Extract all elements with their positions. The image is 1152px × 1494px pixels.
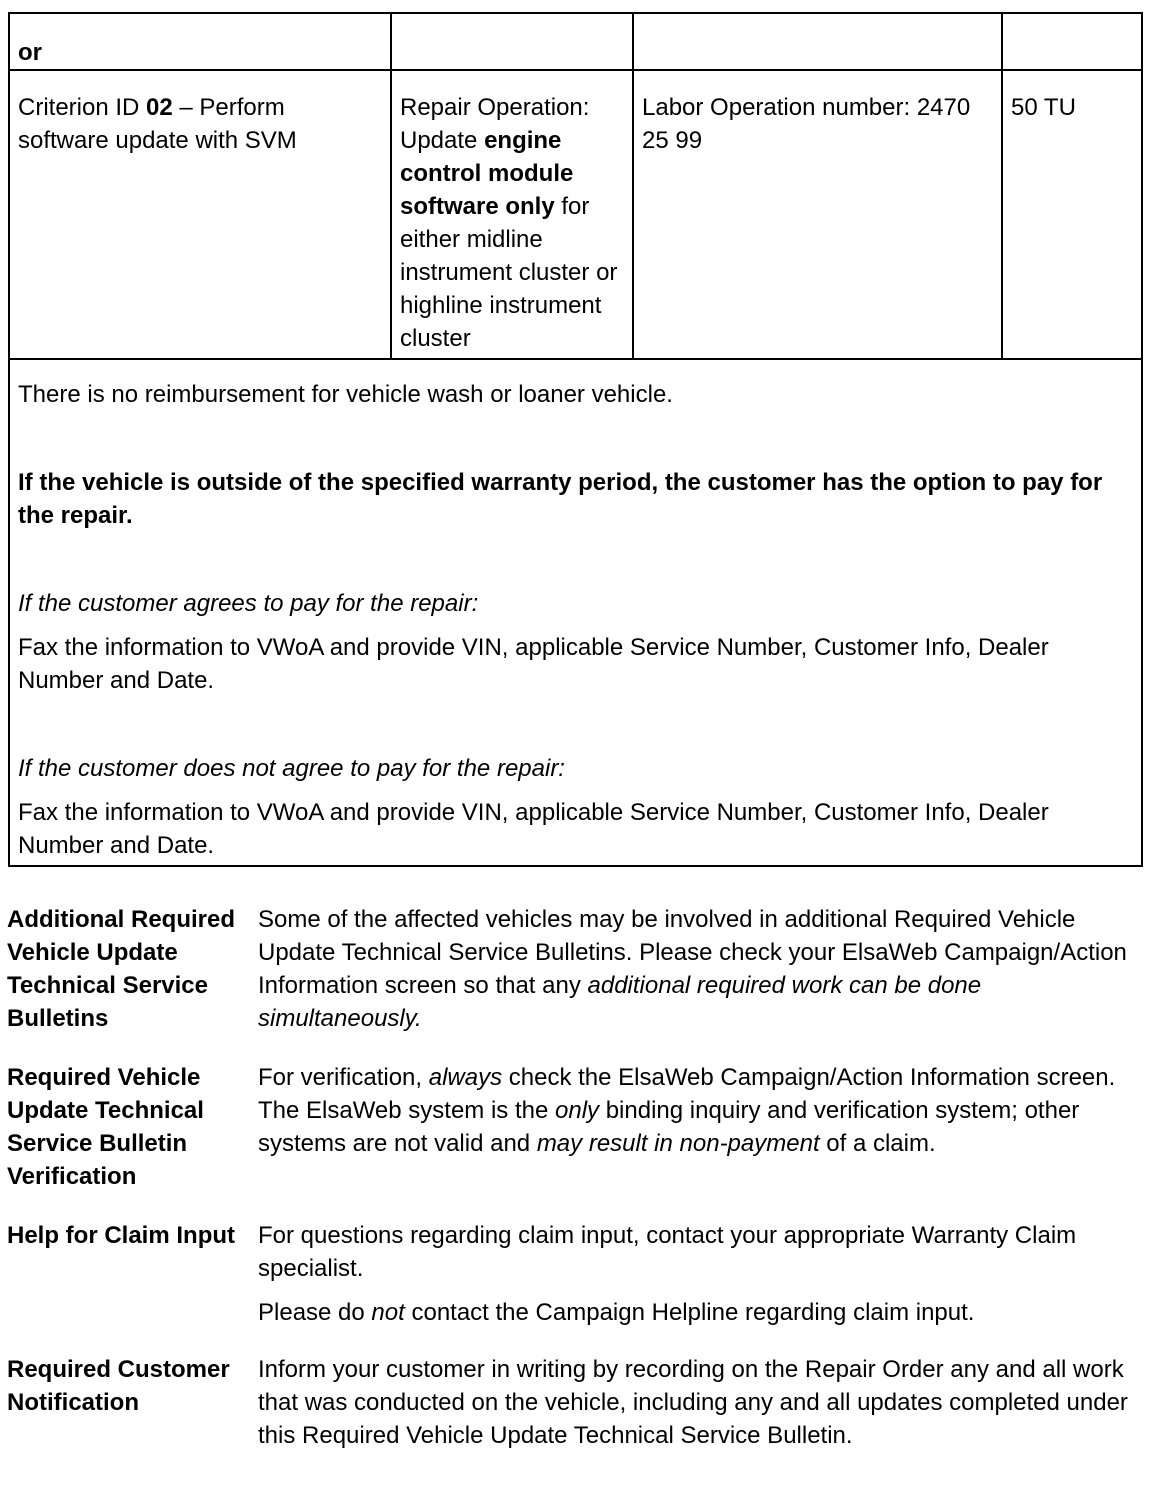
labor-operation-cell: Labor Operation number: 2470 25 99 bbox=[633, 70, 1002, 359]
empty-cell bbox=[633, 13, 1002, 70]
not-agree-heading: If the customer does not agree to pay for the repair: bbox=[18, 755, 565, 782]
not-agree-text: Fax the information to VWoA and provide VIN, applicable Service Number, Customer Info, Dealer Number and Date. bbox=[18, 799, 1049, 859]
section-body: For verification, always check the ElsaWeb Campaign/Action Information screen. The ElsaWeb system is the only binding inquiry and verification system; other systems are not valid and may result in non-payment of a claim. bbox=[258, 1064, 1116, 1157]
criterion-id: 02 bbox=[146, 94, 173, 121]
repair-operation-cell: Repair Operation: Update engine control module software only for either midline instrument cluster or highline instrument cluster bbox=[391, 70, 633, 359]
no-reimbursement-note: There is no reimbursement for vehicle wash or loaner vehicle. bbox=[18, 381, 673, 408]
empty-cell bbox=[391, 13, 633, 70]
section-body: Some of the affected vehicles may be involved in additional Required Vehicle Update Technical Service Bulletins. Please check your ElsaWeb Campaign/Action Information screen so that any additional required work can be done simultaneously. bbox=[258, 906, 1127, 1032]
section-label: Required Vehicle Update Technical Service Bulletin Verification bbox=[7, 1064, 204, 1190]
section-label: Help for Claim Input bbox=[7, 1222, 235, 1249]
table-row bbox=[9, 70, 1142, 359]
section-body: Inform your customer in writing by recording on the Repair Order any and all work that was conducted on the vehicle, including any and all updates completed under this Required Vehicle Update Technical Service Bulletin. bbox=[258, 1356, 1128, 1449]
section-body: For questions regarding claim input, contact your appropriate Warranty Claim specialist. Please do not contact the Campaign Helpline regarding claim input. bbox=[258, 1222, 1077, 1326]
time-units-cell: 50 TU bbox=[1002, 70, 1142, 359]
section-label: Required Customer Notification bbox=[7, 1356, 230, 1416]
outside-warranty-note: If the vehicle is outside of the specified warranty period, the customer has the option to pay for the repair. bbox=[18, 469, 1103, 529]
table-row bbox=[9, 13, 1142, 70]
labor-table bbox=[8, 12, 1143, 867]
agree-text: Fax the information to VWoA and provide VIN, applicable Service Number, Customer Info, Dealer Number and Date. bbox=[18, 634, 1049, 694]
section-label: Additional Required Vehicle Update Technical Service Bulletins bbox=[7, 906, 235, 1032]
or-cell bbox=[9, 13, 391, 70]
notes-cell bbox=[9, 359, 1142, 866]
table-row bbox=[9, 359, 1142, 866]
agree-heading: If the customer agrees to pay for the repair: bbox=[18, 590, 479, 617]
or-label: or bbox=[18, 39, 42, 66]
empty-cell bbox=[1002, 13, 1142, 70]
criterion-cell: Criterion ID 02 – Perform software update with SVM bbox=[9, 70, 391, 359]
